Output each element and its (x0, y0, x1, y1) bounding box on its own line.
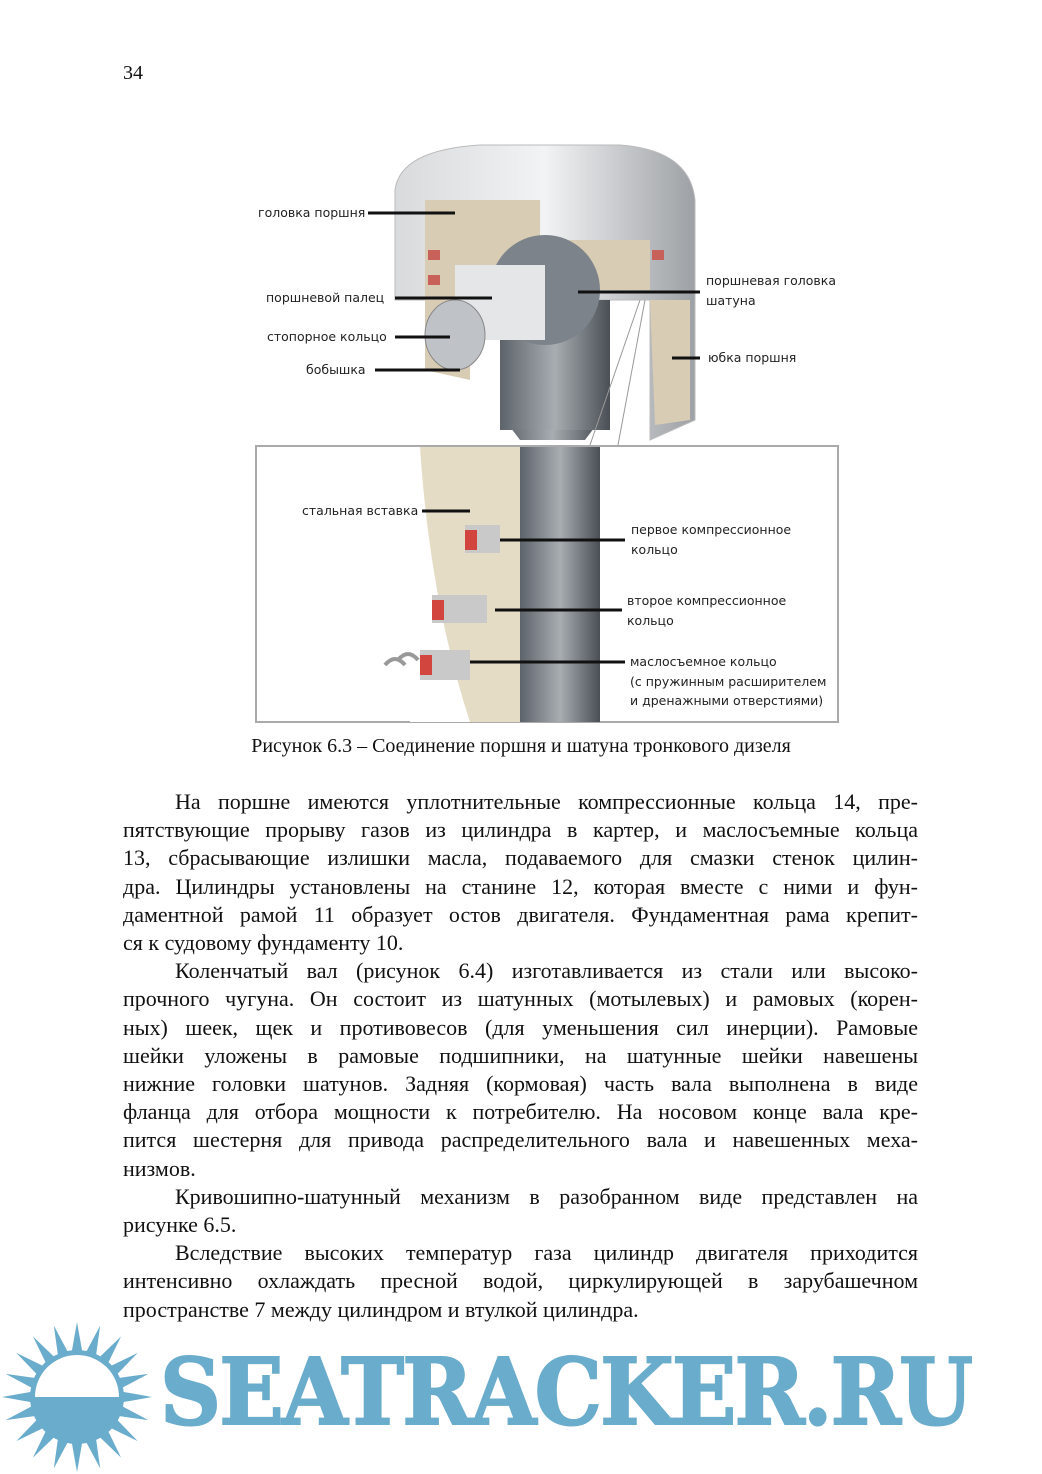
text-line: пространстве 7 между цилиндром и втулкой цилиндра. (123, 1296, 639, 1322)
label-first-ring-1: первое компрессионное (631, 522, 792, 537)
paragraph (123, 788, 918, 957)
text-line: прочного чугуна. Он состоит из шатунных (мотылевых) и рамовых (корен- (123, 986, 918, 1012)
label-oil-ring-2: (с пружинным расширителем (630, 674, 827, 689)
sun-ray (16, 1353, 44, 1375)
sun-ray (118, 1374, 149, 1388)
label-second-ring-2: кольцо (627, 613, 674, 628)
sun-ray (72, 1442, 83, 1472)
label-oil-ring-1: маслосъемное кольцо (630, 654, 777, 669)
sun-ray (33, 1336, 55, 1364)
text-line: интенсивно охлаждать пресной водой, циркулирующей в зарубашечном (123, 1268, 918, 1294)
text-line: ся к судовому фундаменту 10. (123, 930, 404, 956)
text-line: 13, сбрасывающие излишки масла, подаваемого для смазки стенок цилин- (123, 845, 918, 871)
label-boss: бобышка (306, 362, 366, 377)
label-retaining-ring: стопорное кольцо (267, 329, 387, 344)
text-line: нижние головки шатунов. Задняя (кормовая) часть вала выполнена в виде (123, 1071, 918, 1097)
text-line: даментной рамой 11 образует остов двигателя. Фундаментная рама крепит- (123, 901, 918, 927)
sun-ray (86, 1326, 100, 1357)
sun-ray (54, 1438, 68, 1469)
sun-ray (99, 1336, 121, 1364)
text-line: низмов. (123, 1155, 196, 1181)
text-line: Вследствие высоких температур газа цилиндр двигателя приходится (175, 1240, 918, 1266)
paragraph (123, 957, 918, 1183)
sun-ray (122, 1392, 152, 1403)
label-piston-pin: поршневой палец (266, 290, 385, 305)
figure-caption: Рисунок 6.3 – Соединение поршня и шатуна тронкового дизеля (251, 735, 791, 757)
text-line: ных) шеек, щек и противовесов (для уменьшения сил инерции). Рамовые (123, 1014, 918, 1040)
sun-ray (72, 1322, 83, 1352)
text-line: пятствующие прорыву газов из цилиндра в картер, и маслосъемные кольца (123, 817, 918, 843)
paragraph (123, 1239, 918, 1324)
label-second-ring-1: второе компрессионное (627, 593, 787, 608)
text-line: дра. Цилиндры установлены на станине 12, которая вместе с ними и фун- (123, 873, 918, 899)
text-line: пится шестерня для привода распределительного вала и навешенных меха- (123, 1127, 918, 1153)
text-line: шейки уложены в рамовые подшипники, на шатунные шейки навешены (123, 1042, 918, 1068)
page-number: 34 (123, 62, 143, 84)
text-line: рисунке 6.5. (123, 1212, 237, 1238)
label-rod-small-end-2: шатуна (706, 293, 756, 308)
watermark (0, 1320, 1042, 1474)
text-line: Кривошипно-шатунный механизм в разобранном виде представлен на (175, 1183, 918, 1209)
sun-ray (86, 1438, 100, 1469)
label-piston-head: головка поршня (258, 205, 366, 220)
label-steel-insert: стальная вставка (302, 503, 419, 518)
sun-ray (99, 1430, 121, 1458)
sun-ray (6, 1406, 37, 1420)
sun-ray (110, 1353, 138, 1375)
sun-ray (16, 1419, 44, 1441)
label-piston-skirt: юбка поршня (708, 350, 797, 365)
label-rod-small-end-1: поршневая головка (706, 273, 837, 288)
sun-ray (54, 1326, 68, 1357)
sun-ray (33, 1430, 55, 1458)
sun-ray (118, 1406, 149, 1420)
text-line: фланца для отбора мощности к потребителю. На носовом конце вала кре- (123, 1099, 918, 1125)
paragraph (123, 1183, 918, 1239)
text-line: Коленчатый вал (рисунок 6.4) изготавливается из стали или высоко- (175, 958, 918, 984)
sun-ray (2, 1392, 32, 1403)
sun-ray (6, 1374, 37, 1388)
watermark-text: SEATRACKER.RU (160, 1338, 972, 1446)
label-first-ring-2: кольцо (631, 542, 678, 557)
label-oil-ring-3: и дренажными отверстиями) (630, 693, 824, 708)
text-line: На поршне имеются уплотнительные компрессионные кольца 14, пре- (175, 789, 918, 814)
body-text (123, 788, 918, 1324)
sun-ray (110, 1419, 138, 1441)
